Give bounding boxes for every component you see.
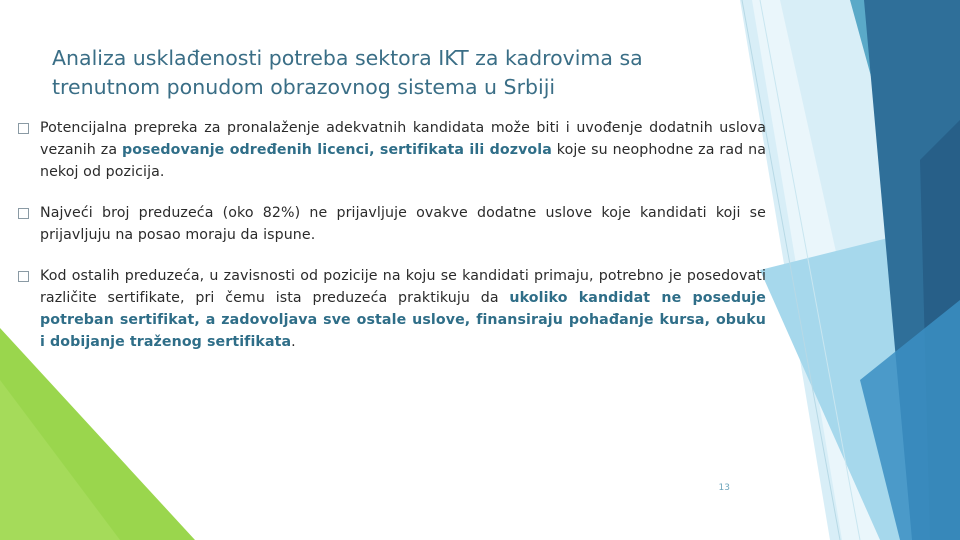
checkbox-bullet-icon [18, 271, 29, 282]
bullet-text-part: Najveći broj preduzeća (oko 82%) ne prijavljuje ovakve dodatne uslove koje kandidati koji se prijavljuju na posao moraju da ispune. [40, 205, 766, 243]
bullet-text-part: . [291, 334, 296, 350]
page-number: 13 [718, 483, 730, 493]
bullet-text-part: koje su neophodne za rad na nekoj od pozicija. [40, 142, 766, 180]
bullet-item [18, 117, 766, 183]
bullet-text-part: Kod ostalih preduzeća, u zavisnosti od pozicije na koju se kandidati primaju, potrebno je posedovati različite sertifikate, pri čemu ista preduzeća praktikuju da [40, 268, 766, 306]
checkbox-bullet-icon [18, 123, 29, 134]
slide-title: Analiza usklađenosti potreba sektora IKT za kadrovima sa trenutnom ponudom obrazovnog sistema u Srbiji [52, 46, 643, 99]
checkbox-bullet-icon [18, 208, 29, 219]
bullet-highlight: posedovanje određenih licenci, sertifikata ili dozvola [122, 142, 552, 158]
bullet-item [18, 202, 766, 246]
bullet-text [40, 265, 766, 353]
bullet-item [18, 265, 766, 353]
bullet-highlight: ukoliko kandidat ne poseduje potreban sertifikat, a zadovoljava sve ostale uslove, finansiraju pohađanje kursa, obuku i dobijanje traženog sertifikata [40, 290, 766, 350]
bullet-text-part: Potencijalna prepreka za pronalaženje adekvatnih kandidata može biti i uvođenje dodatnih uslova vezanih za [40, 120, 766, 158]
bullet-text [40, 117, 766, 183]
bullet-list [18, 117, 766, 372]
bullet-text [40, 202, 766, 246]
